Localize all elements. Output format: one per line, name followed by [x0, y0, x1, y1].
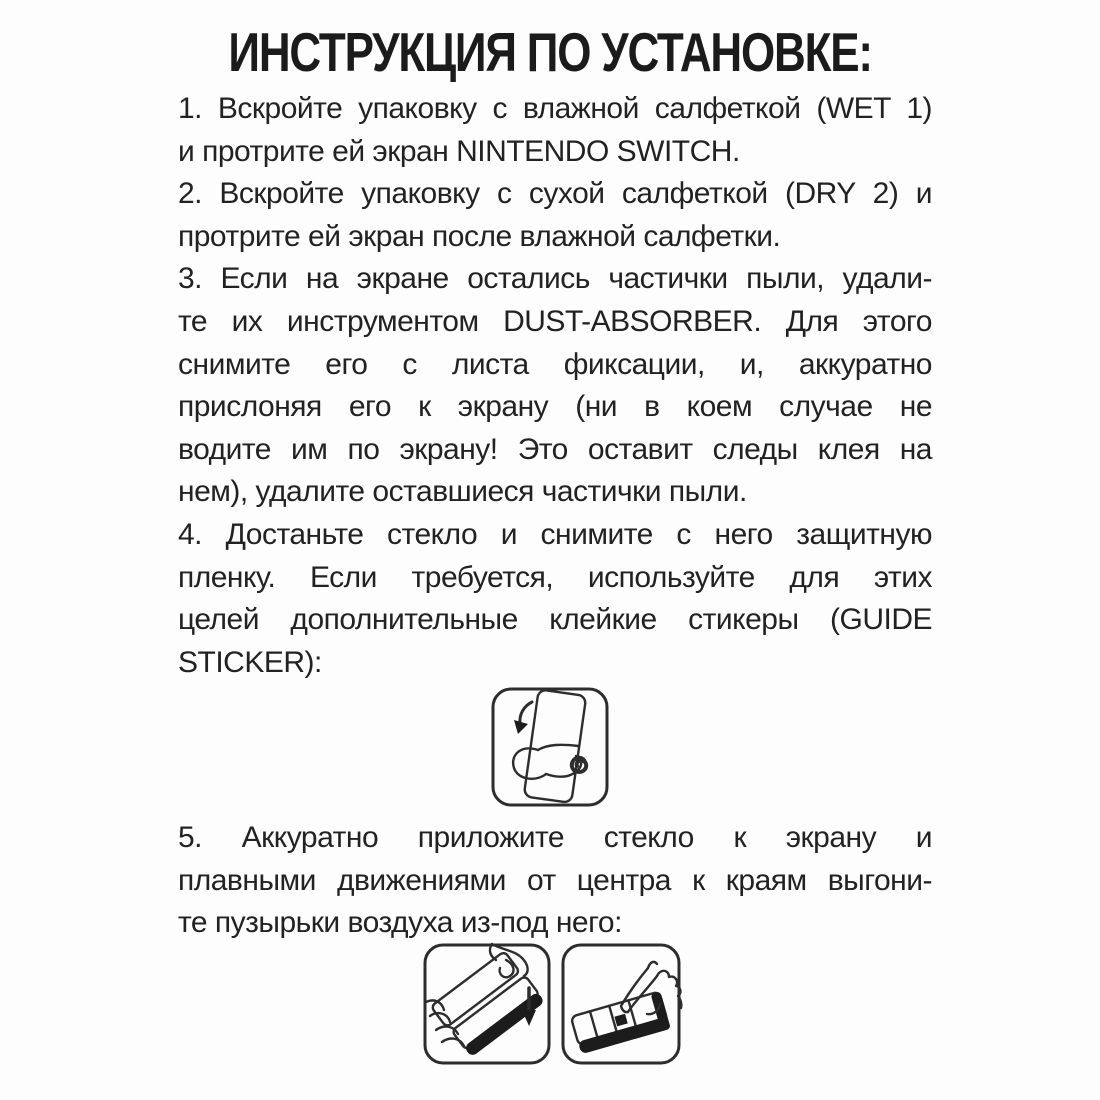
apply-glass-illustration	[422, 942, 552, 1066]
instruction-line: те пузырьки воздуха из-под него:	[178, 906, 622, 940]
device-front	[464, 991, 545, 1057]
instructions-upper-block	[178, 88, 932, 684]
instruction-line: 2. Вскройте упаковку с сухой салфеткой (DRY 2) и	[178, 177, 932, 211]
peel-film-figure	[490, 686, 610, 808]
press-finger-illustration	[560, 942, 682, 1066]
page-title-row	[0, 20, 1100, 84]
instruction-line: прислоняя его к экрану (ни в коем случае не	[178, 390, 932, 424]
instruction-line: 4. Достаньте стекло и снимите с него защитную	[178, 517, 932, 551]
instruction-line: STICKER):	[178, 645, 322, 679]
peel-arrow-head	[514, 720, 528, 734]
instruction-step-3	[178, 258, 932, 514]
instruction-line: и протрите ей экран NINTENDO SWITCH.	[178, 134, 740, 168]
press-finger-figure	[560, 942, 682, 1066]
page-title: ИНСТРУКЦИЯ ПО УСТАНОВКЕ:	[228, 21, 872, 83]
instruction-line: 5. Аккуратно приложите стекло к экрану и	[178, 821, 932, 854]
instruction-step-5	[178, 817, 932, 945]
peel-arrow-curve	[520, 702, 532, 724]
film-fold-line	[538, 745, 578, 750]
instruction-line: снимите его с листа фиксации, и, аккуратно	[178, 347, 932, 381]
down-arrow-head	[522, 1010, 536, 1026]
instruction-step-2	[178, 173, 932, 258]
instruction-step-4	[178, 514, 932, 684]
apply-glass-figure	[422, 942, 552, 1066]
instructions-lower-block	[178, 817, 932, 945]
instruction-line: плавными движениями от центра к краям выгони-	[178, 863, 932, 897]
instruction-step-1	[178, 88, 932, 173]
instruction-line: протрите ей экран после влажной салфетки.	[178, 219, 781, 253]
instruction-line: 3. Если на экране остались частички пыли, удали-	[178, 262, 932, 296]
press-point	[614, 1014, 627, 1027]
instruction-line: водите им по экрану! Это оставит следы клея на	[178, 432, 932, 466]
instruction-line: целей дополнительные клейкие стикеры (GUIDE	[178, 603, 932, 637]
peel-film-illustration	[490, 686, 610, 808]
instruction-line: нем), удалите оставшиеся частички пыли.	[178, 475, 747, 509]
instruction-line: те их инструментом DUST-ABSORBER. Для этого	[178, 304, 932, 338]
curled-fingers	[657, 971, 680, 996]
finger-tip-split	[648, 962, 657, 968]
lower-hand-finger-1	[426, 1000, 444, 1010]
instruction-line: пленку. Если требуется, используйте для этих	[178, 560, 932, 594]
instruction-line: 1. Вскройте упаковку с влажной салфеткой (WET 1)	[178, 92, 932, 125]
upper-hand-finger	[500, 960, 514, 977]
